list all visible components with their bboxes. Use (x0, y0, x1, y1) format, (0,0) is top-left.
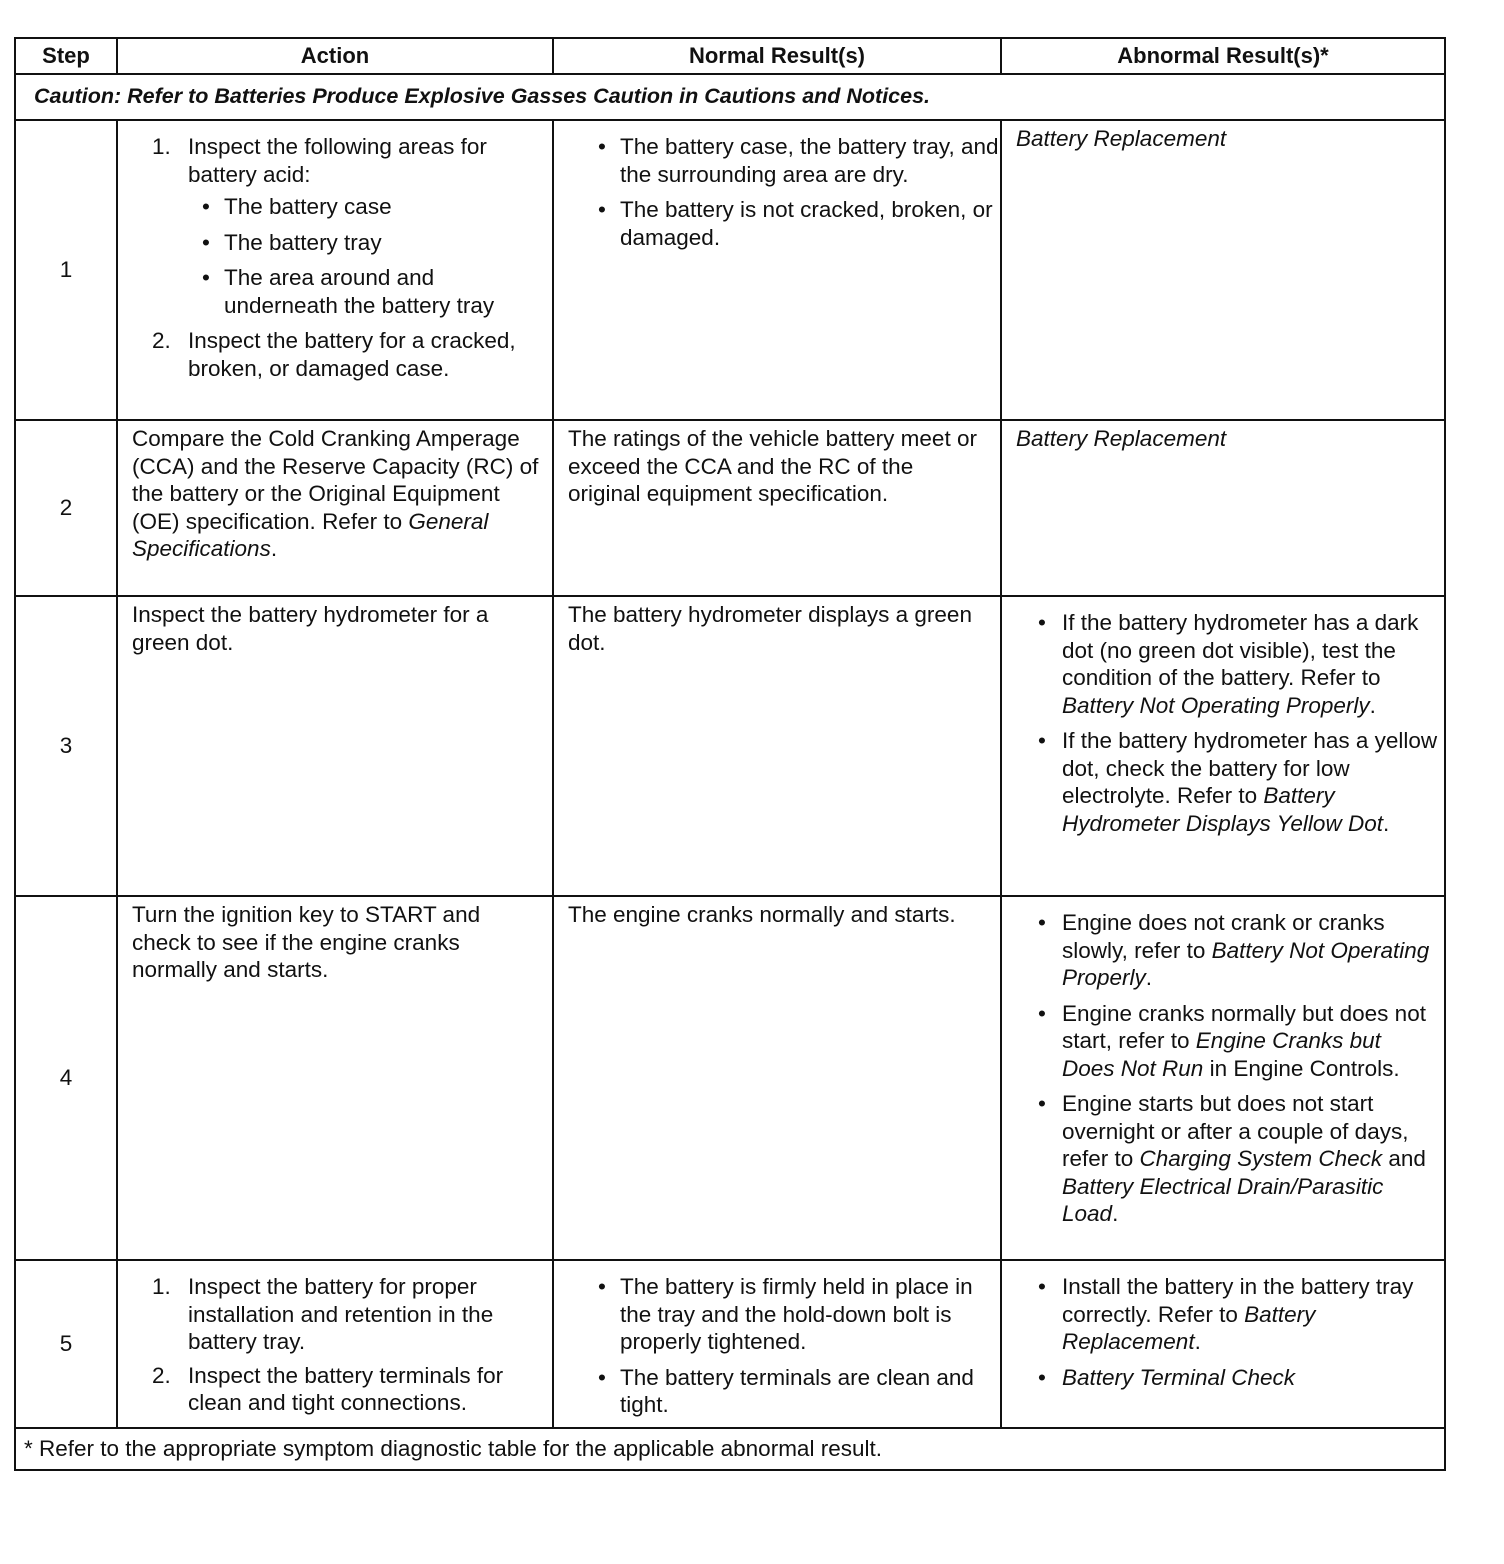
item-number: 1. (152, 134, 171, 159)
list-item (1002, 909, 1444, 992)
bullet-icon: • (1038, 910, 1046, 935)
header-abnormal-results: Abnormal Result(s)* (1001, 38, 1445, 74)
bullet-icon: • (598, 1274, 606, 1299)
list-item-end: in Engine Controls. (1203, 1055, 1400, 1081)
header-normal-results: Normal Result(s) (553, 38, 1001, 74)
list-item (1002, 1364, 1444, 1392)
bullet-icon: • (202, 194, 210, 219)
list-item-text: Engine does not crank or cranks slowly, refer to (1062, 910, 1385, 963)
reference-link: General Specifications (132, 508, 489, 561)
action-cell (117, 1260, 553, 1428)
reference-link: Battery Replacement (1062, 1301, 1316, 1354)
list-item (1002, 1273, 1444, 1356)
normal-cell: The ratings of the vehicle battery meet or exceed the CCA and the RC of the original equipment specification. (553, 420, 1001, 596)
reference-link: Battery Not Operating Properly (1062, 692, 1370, 718)
item-number: 2. (152, 1362, 171, 1388)
list-item (554, 133, 1000, 188)
table-row (15, 420, 1445, 596)
reference-link: Battery Not Operating Properly (1062, 937, 1430, 990)
abnormal-cell (1001, 1260, 1445, 1428)
caution-row (15, 74, 1445, 120)
table-row (15, 896, 1445, 1260)
action-text: Inspect the battery for a cracked, broken, or damaged case. (188, 328, 516, 381)
list-item-text: The battery terminals are clean and tight. (620, 1364, 974, 1417)
sub-item-text: The area around and underneath the battery tray (224, 265, 495, 318)
sub-item-text: The battery tray (224, 229, 382, 255)
list-item (1002, 609, 1444, 719)
sub-item (188, 264, 552, 319)
table-row (15, 1260, 1445, 1428)
list-item (554, 196, 1000, 251)
list-item-text: The battery is not cracked, broken, or damaged. (620, 197, 993, 250)
action-cell: Inspect the battery hydrometer for a green dot. (117, 596, 553, 896)
sub-list (188, 193, 552, 319)
step-number: 4 (15, 896, 117, 1260)
header-step: Step (15, 38, 117, 74)
action-list (118, 133, 552, 382)
action-text: Inspect the following areas for battery acid: (188, 134, 487, 187)
list-item-end: . (1194, 1329, 1201, 1354)
list-item-text: Install the battery in the battery tray correctly. Refer to (1062, 1274, 1414, 1327)
list-item-end: . (1112, 1201, 1119, 1226)
list-item-end: . (1382, 810, 1390, 836)
list-item (1002, 1090, 1444, 1228)
reference-link: Engine Cranks but Does Not Run (1062, 1028, 1381, 1081)
list-item (554, 1273, 1000, 1356)
bullet-icon: • (1038, 728, 1046, 753)
list-item (1002, 1000, 1444, 1083)
list-item-text: If the battery hydrometer has a yellow dot, check the battery for low electrolyte. Refer to (1062, 728, 1438, 808)
footnote-text: * Refer to the appropriate symptom diagnostic table for the applicable abnormal result. (15, 1428, 1445, 1470)
action-item (118, 327, 552, 382)
bullet-icon: • (1038, 1000, 1046, 1026)
item-number: 1. (152, 1274, 171, 1299)
bullet-icon: • (1038, 1364, 1046, 1390)
list-item (554, 1364, 1000, 1419)
step-number: 1 (15, 120, 117, 420)
sub-item (188, 193, 552, 221)
list-item-text: If the battery hydrometer has a dark dot (no green dot visible), test the condition of the battery. Refer to (1062, 610, 1419, 690)
abnormal-cell (1001, 596, 1445, 896)
step-number: 5 (15, 1260, 117, 1428)
action-cell: Turn the ignition key to START and check to see if the engine cranks normally and starts. (117, 896, 553, 1260)
sub-item-text: The battery case (224, 194, 392, 219)
sub-item (188, 229, 552, 257)
bullet-icon: • (1038, 610, 1046, 635)
action-cell (117, 420, 553, 596)
bullet-icon: • (202, 265, 210, 290)
bullet-icon: • (202, 229, 210, 255)
normal-cell: The engine cranks normally and starts. (553, 896, 1001, 1260)
caution-text: Caution: Refer to Batteries Produce Explosive Gasses Caution in Cautions and Notices. (15, 74, 1445, 120)
diagnostic-table (14, 37, 1446, 1471)
bullet-icon: • (598, 197, 606, 222)
abnormal-list (1002, 909, 1444, 1228)
list-item-mid: and (1382, 1146, 1426, 1171)
item-number: 2. (152, 328, 171, 353)
bullet-icon: • (598, 1364, 606, 1390)
list-item (1002, 727, 1444, 837)
action-item (118, 133, 552, 319)
action-item (118, 1362, 552, 1417)
action-item (118, 1273, 552, 1356)
list-item-text: The battery case, the battery tray, and the surrounding area are dry. (620, 134, 999, 187)
normal-cell (553, 1260, 1001, 1428)
action-text: Compare the Cold Cranking Amperage (CCA) and the Reserve Capacity (RC) of the battery or the Original Equipment (OE) specification. Refer to (132, 426, 539, 534)
abnormal-cell (1001, 896, 1445, 1260)
list-item-text: The battery is firmly held in place in the tray and the hold-down bolt is properly tightened. (620, 1274, 973, 1354)
normal-list (554, 133, 1000, 251)
action-text: Inspect the battery for proper installation and retention in the battery tray. (188, 1274, 494, 1354)
list-item-text: Engine cranks normally but does not start, refer to (1062, 1000, 1426, 1053)
action-text-end: . (270, 536, 278, 561)
abnormal-list (1002, 609, 1444, 837)
bullet-icon: • (1038, 1091, 1046, 1116)
reference-link: Battery Electrical Drain/Parasitic Load (1062, 1173, 1384, 1226)
list-item-text: Engine starts but does not start overnight or after a couple of days, refer to (1062, 1091, 1409, 1171)
abnormal-cell: Battery Replacement (1001, 120, 1445, 420)
normal-cell: The battery hydrometer displays a green dot. (553, 596, 1001, 896)
action-cell (117, 120, 553, 420)
table-row (15, 120, 1445, 420)
action-text: Inspect the battery terminals for clean and tight connections. (188, 1362, 504, 1415)
bullet-icon: • (1038, 1274, 1046, 1299)
action-list (118, 1273, 552, 1417)
normal-cell (553, 120, 1001, 420)
reference-link: Charging System Check (1139, 1146, 1383, 1171)
list-item-end: . (1369, 692, 1376, 718)
abnormal-cell: Battery Replacement (1001, 420, 1445, 596)
reference-link: Battery Hydrometer Displays Yellow Dot (1062, 783, 1383, 836)
header-action: Action (117, 38, 553, 74)
normal-list (554, 1273, 1000, 1419)
list-item-end: . (1145, 965, 1153, 990)
step-number: 2 (15, 420, 117, 596)
table-row (15, 596, 1445, 896)
step-number: 3 (15, 596, 117, 896)
footnote-row (15, 1428, 1445, 1470)
header-row (15, 38, 1445, 74)
abnormal-list (1002, 1273, 1444, 1391)
bullet-icon: • (598, 134, 606, 159)
reference-link: Battery Terminal Check (1062, 1364, 1296, 1390)
